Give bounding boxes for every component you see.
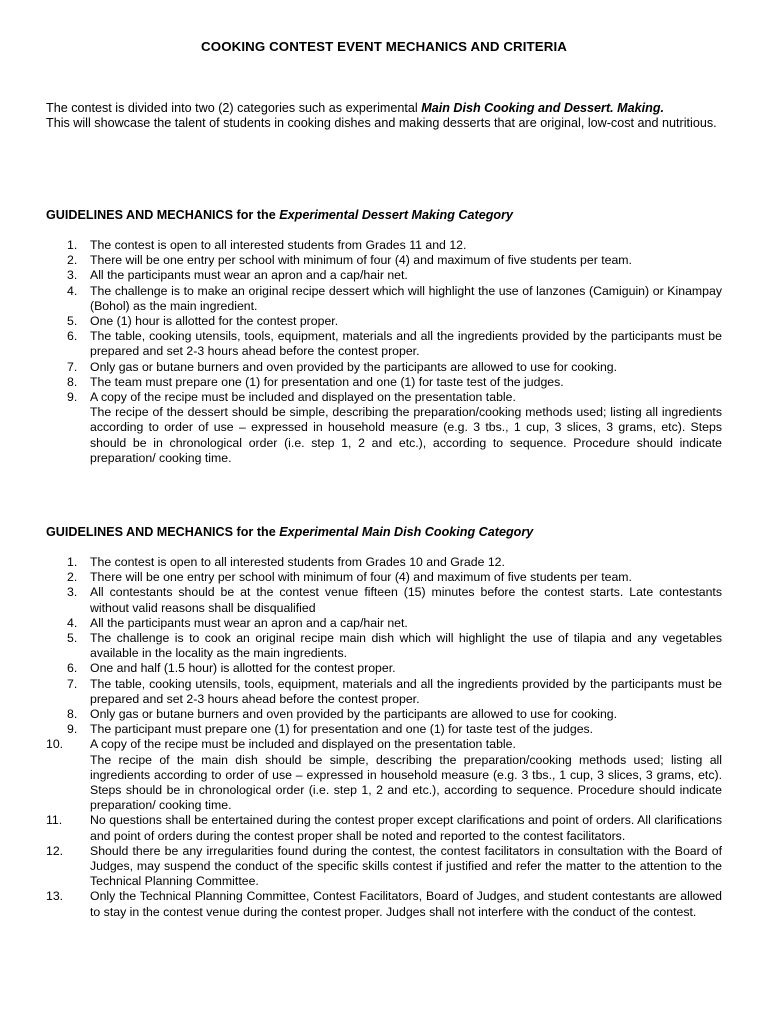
- list-item-text: All the participants must wear an apron and a cap/hair net.: [90, 268, 408, 283]
- list-item-number: 6.: [67, 329, 78, 344]
- dessert-heading-category: Experimental Dessert Making Category: [279, 208, 513, 222]
- list-item-text: The table, cooking utensils, tools, equipment, materials and all the ingredients provided by the participants must be prepared and set 2-3 hours ahead before the contest proper.: [90, 329, 722, 359]
- list-item: [46, 722, 722, 737]
- list-item-number: 6.: [67, 661, 78, 676]
- list-item: [46, 707, 722, 722]
- list-item-number: 1.: [67, 238, 78, 252]
- list-item-number: 5.: [67, 314, 78, 329]
- list-item-number: 13.: [46, 889, 64, 904]
- list-item: [46, 585, 722, 615]
- list-item-number: 7.: [67, 676, 78, 691]
- list-item-text: The contest is open to all interested students from Grades 10 and Grade 12.: [90, 555, 505, 569]
- list-item: [46, 284, 722, 314]
- list-item: [46, 314, 722, 329]
- intro-paragraph: [46, 101, 722, 131]
- list-item-text: One (1) hour is allotted for the contest proper.: [90, 314, 339, 329]
- document-title: COOKING CONTEST EVENT MECHANICS AND CRITERIA: [201, 39, 567, 54]
- list-item: [46, 238, 722, 253]
- list-item: [46, 253, 722, 268]
- list-item-number: 12.: [46, 843, 64, 858]
- list-item-number: 2.: [67, 570, 78, 585]
- list-item-note: The recipe of the main dish should be simple, describing the preparation/cooking methods used; listing all ingredients according to order of use – expressed in household measure (e.g. 3 tbs., 1 cup, 3 slices, 3 grams, etc). Steps should be in chronological order (i.e. step 1, 2 and etc.), according to sequence. Procedure should indicate preparation/ cooking time.: [90, 752, 722, 813]
- list-item-text: The challenge is to make an original recipe dessert which will highlight the use of lanzones (Camiguin) or Kinampay (Bohol) as the main ingredient.: [90, 283, 722, 313]
- list-item-number: 3.: [67, 268, 78, 283]
- list-item-text: One and half (1.5 hour) is allotted for the contest proper.: [90, 661, 396, 676]
- list-item-text: A copy of the recipe must be included and displayed on the presentation table.: [90, 390, 516, 405]
- list-item-text: No questions shall be entertained during the contest proper except clarifications and point of orders. All clarifications and point of orders during the contest proper shall be noted and reported to the contest facilitators.: [90, 813, 722, 843]
- list-item-number: 2.: [67, 253, 78, 268]
- list-item-number: 8.: [67, 374, 78, 389]
- document-page: [46, 0, 722, 1024]
- list-item: [46, 844, 722, 890]
- list-item: [46, 813, 722, 843]
- list-item: [46, 616, 722, 631]
- list-item-number: 5.: [67, 631, 78, 646]
- main-dish-heading-category: Experimental Main Dish Cooking Category: [279, 525, 534, 539]
- list-item: [46, 360, 722, 375]
- intro-line-1: [46, 101, 722, 116]
- list-item-text: The contest is open to all interested students from Grades 11 and 12.: [90, 238, 467, 252]
- list-item-text: There will be one entry per school with minimum of four (4) and maximum of five students per team.: [90, 253, 632, 268]
- intro-emphasis: Main Dish Cooking and Dessert. Making.: [421, 101, 665, 115]
- list-item-number: 7.: [67, 359, 78, 374]
- list-item-note: The recipe of the dessert should be simple, describing the preparation/cooking methods used; listing all ingredients according to order of use – expressed in household measure (e.g. 3 tbs., 1 cup, 3 slices, 3 grams, etc). Steps should be in chronological order (i.e. step 1, 2 and etc.), according to sequence. Procedure should indicate preparation/ cooking time.: [90, 405, 722, 465]
- list-item-text: All the participants must wear an apron and a cap/hair net.: [90, 615, 408, 630]
- list-item-number: 8.: [67, 707, 78, 722]
- list-item-number: 9.: [67, 390, 78, 405]
- list-item: [46, 570, 722, 585]
- dessert-section-heading: [46, 208, 722, 223]
- list-item-text: Only gas or butane burners and oven provided by the participants are allowed to use for cooking.: [90, 707, 618, 722]
- list-item-text: Should there be any irregularities found during the contest, the contest facilitators in consultation with the Board of Judges, may suspend the conduct of the specific skills contest if justified and refer the matter to the attention to the Technical Planning Committee.: [90, 843, 722, 889]
- list-item-text: All contestants should be at the contest venue fifteen (15) minutes before the contest starts. Late contestants without valid reasons shall be disqualified: [90, 585, 722, 615]
- list-item: [46, 329, 722, 359]
- intro-text-after: This will showcase the talent of students in cooking dishes and making desserts that are original, low-cost and nutritious.: [46, 116, 717, 131]
- list-item-text: There will be one entry per school with minimum of four (4) and maximum of five students per team.: [90, 570, 632, 585]
- list-item: [46, 631, 722, 661]
- list-item-number: 3.: [67, 585, 78, 600]
- dessert-heading-prefix: GUIDELINES AND MECHANICS for the: [46, 208, 280, 222]
- list-item: [46, 555, 722, 570]
- list-item-number: 11.: [46, 813, 63, 828]
- list-item-number: 10.: [46, 737, 64, 752]
- list-item-text: The challenge is to cook an original recipe main dish which will highlight the use of tilapia and any vegetables available in the locality as the main ingredients.: [90, 631, 722, 661]
- list-item-text: A copy of the recipe must be included and displayed on the presentation table.: [90, 737, 516, 752]
- list-item: [46, 737, 722, 813]
- list-item-number: 4.: [67, 283, 78, 298]
- list-item: [46, 375, 722, 390]
- list-item: [46, 661, 722, 676]
- dessert-guidelines-list: [46, 238, 722, 466]
- list-item-text: Only gas or butane burners and oven provided by the participants are allowed to use for cooking.: [90, 359, 618, 374]
- list-item: [46, 889, 722, 919]
- intro-line-2: [46, 116, 722, 131]
- list-item-number: 9.: [67, 722, 78, 737]
- list-item: [46, 268, 722, 283]
- list-item: [46, 677, 722, 707]
- main-dish-section-heading: [46, 525, 722, 540]
- list-item-number: 1.: [67, 555, 78, 569]
- list-item-text: Only the Technical Planning Committee, Contest Facilitators, Board of Judges, and student contestants are allowed to stay in the contest venue during the contest proper. Judges shall not interfere with the conduct of the contest.: [90, 889, 722, 919]
- main-dish-heading-prefix: GUIDELINES AND MECHANICS for the: [46, 525, 280, 539]
- intro-text: The contest is divided into two (2) categories such as experimental: [46, 101, 422, 115]
- list-item: [46, 390, 722, 466]
- main-dish-guidelines-list: [46, 555, 722, 920]
- list-item-text: The team must prepare one (1) for presentation and one (1) for taste test of the judges.: [90, 374, 564, 389]
- list-item-number: 4.: [67, 615, 78, 630]
- list-item-text: The table, cooking utensils, tools, equipment, materials and all the ingredients provided by the participants must be prepared and set 2-3 hours ahead before the contest proper.: [90, 676, 722, 706]
- list-item-text: The participant must prepare one (1) for presentation and one (1) for taste test of the judges.: [90, 722, 594, 737]
